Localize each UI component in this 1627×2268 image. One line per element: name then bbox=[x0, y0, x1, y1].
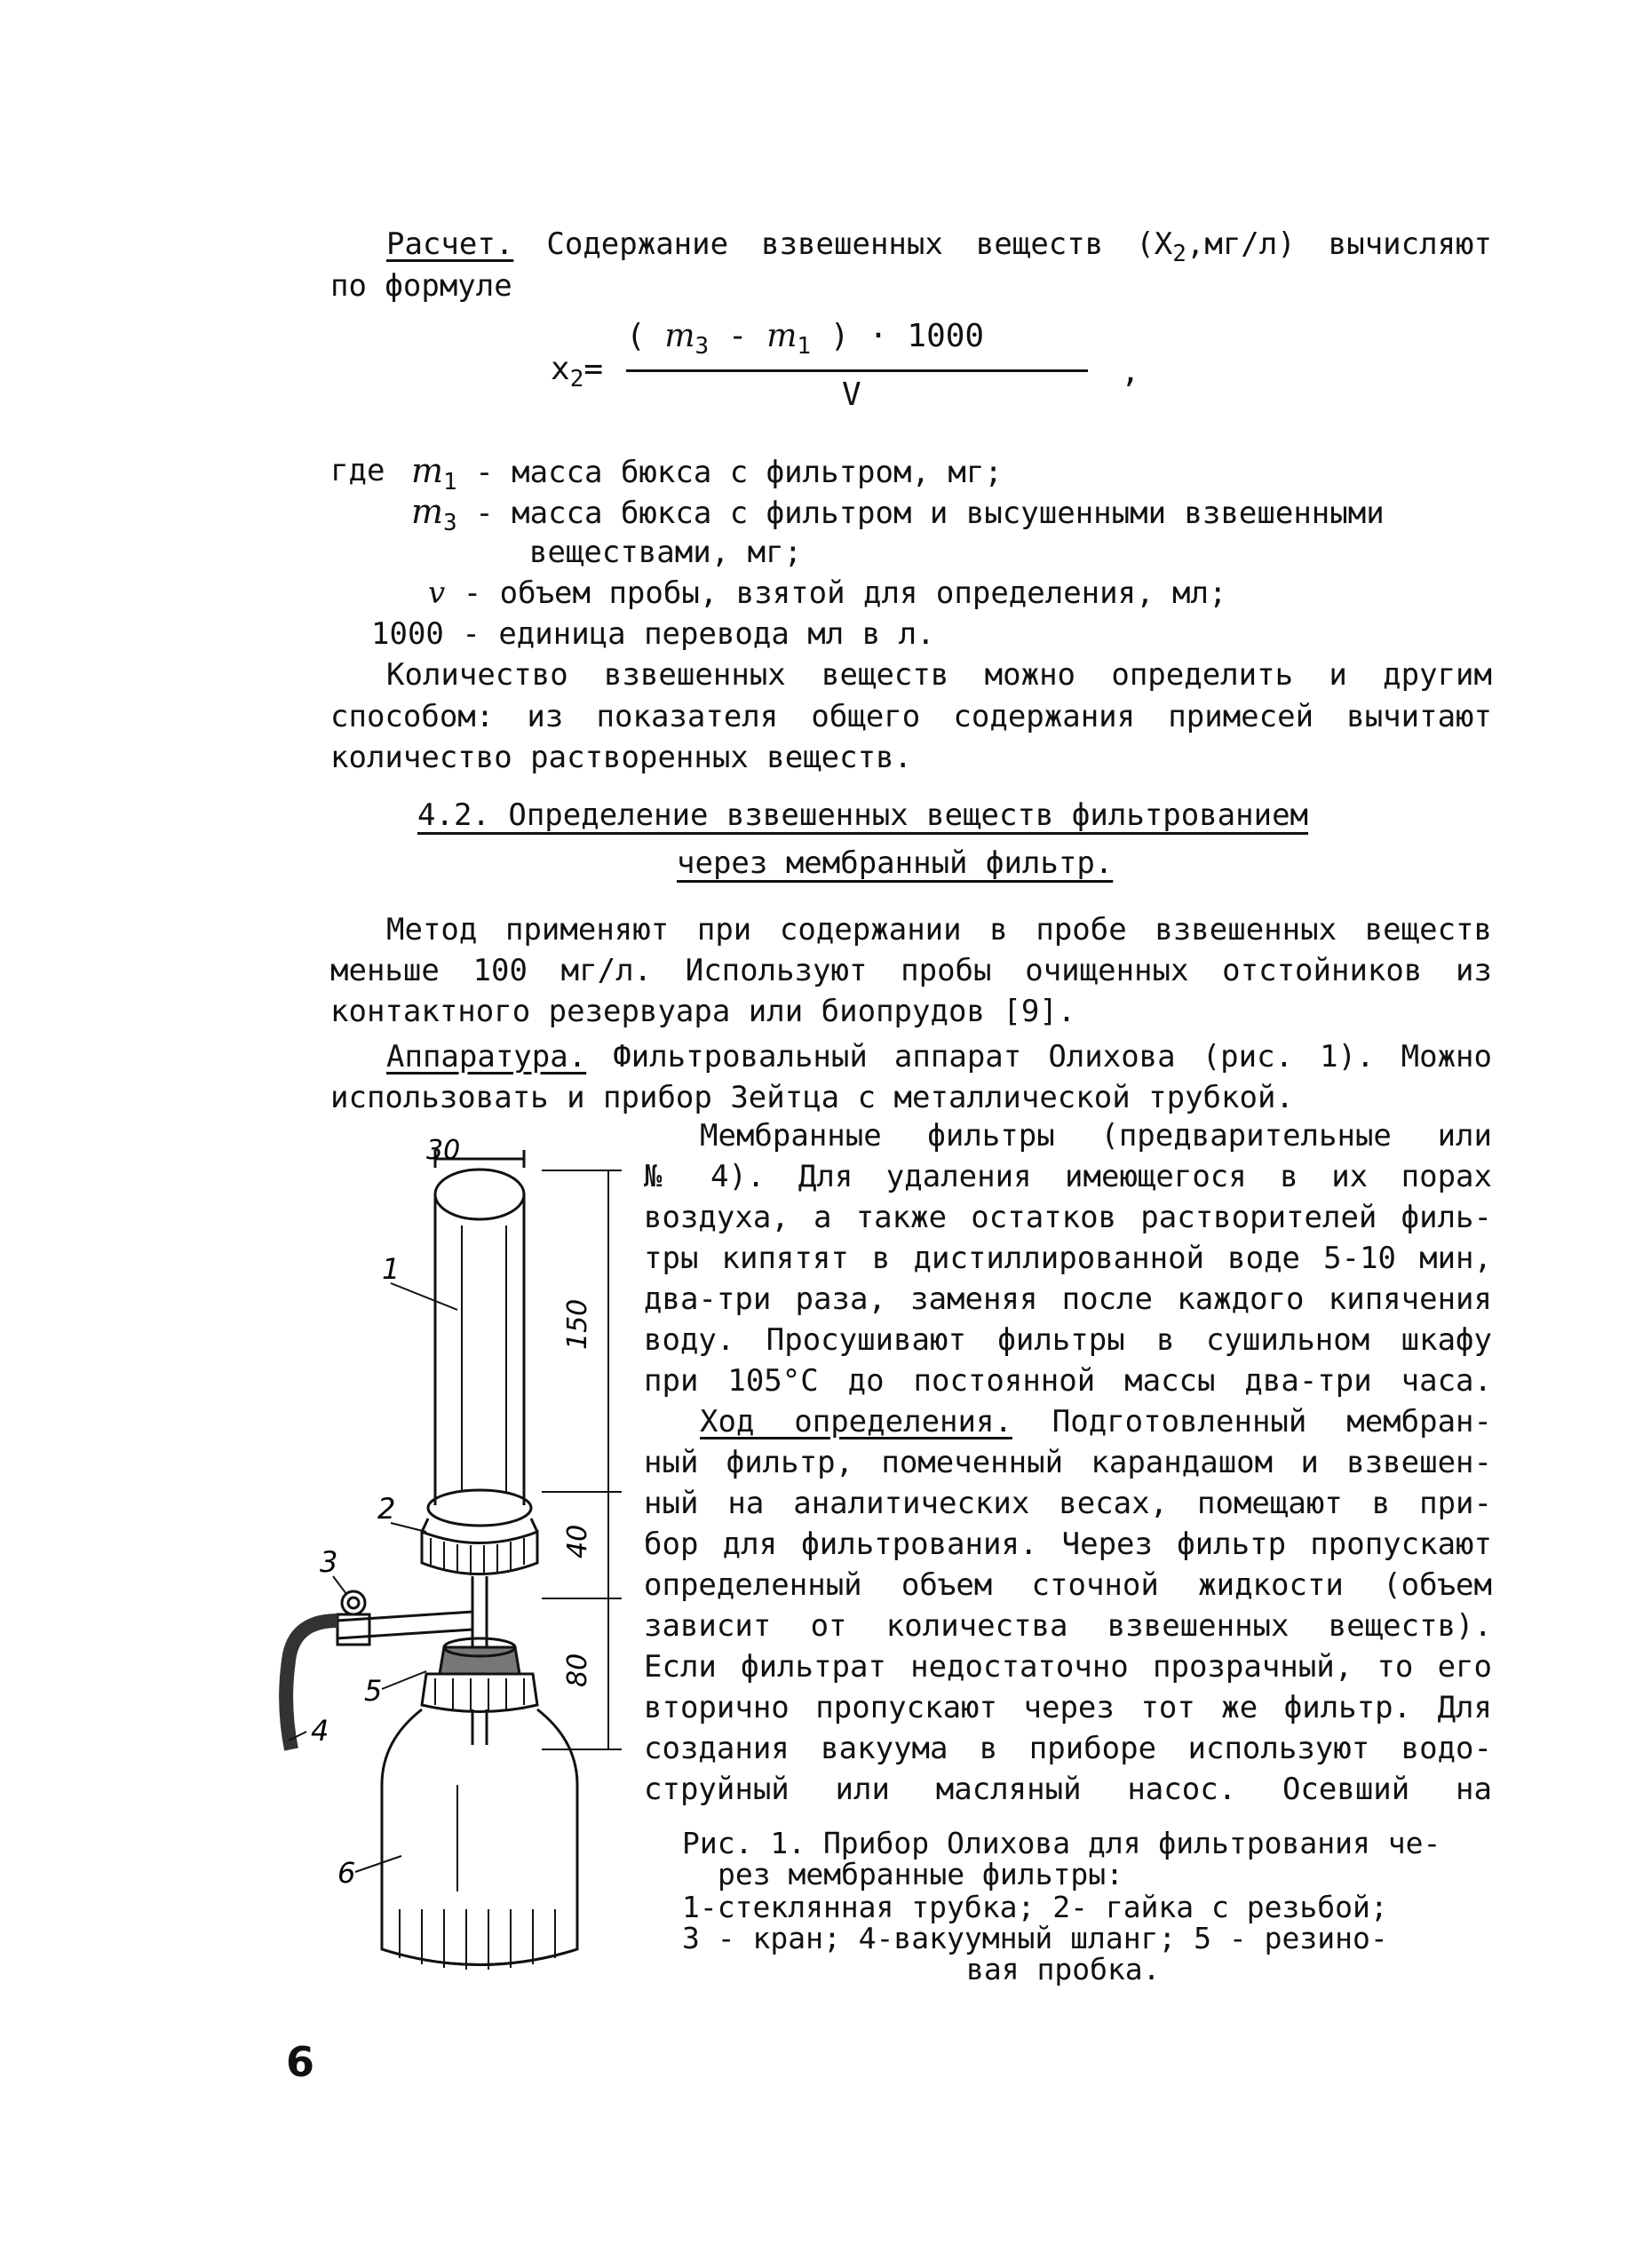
calc-line-1 bbox=[386, 225, 1492, 274]
procedure-line-4: бор для фильтрования. Через фильтр пропускают bbox=[644, 1527, 1492, 1562]
dim-flask: 80 bbox=[562, 1653, 593, 1687]
label-4: 4 bbox=[311, 1714, 329, 1748]
where-row-1: $m_1$ - масса бюкса с фильтром, мг; bbox=[411, 451, 1003, 496]
where-row-3: v - объем пробы, взятой для определения, мл; bbox=[428, 575, 1227, 611]
figure-caption-5: вая пробка. bbox=[966, 1952, 1161, 1986]
apparatus-line-2: использовать и прибор Зейтца с металлической трубкой. bbox=[330, 1080, 1294, 1115]
label-5: 5 bbox=[364, 1674, 383, 1708]
para1-line-3: количество растворенных веществ. bbox=[330, 740, 913, 775]
calc-sub: 2 bbox=[1172, 241, 1187, 267]
calc-text: Содержание взвешенных веществ (X bbox=[546, 226, 1173, 262]
fraction-bar bbox=[626, 369, 1088, 372]
dim-top: 30 bbox=[426, 1135, 461, 1166]
formula-lhs: $x_2=$ bbox=[551, 351, 604, 393]
filters-line-2: № 4). Для удаления имеющегося в их порах bbox=[644, 1159, 1492, 1194]
apparatus-text: Фильтровальный аппарат Олихова (рис. 1). Можно bbox=[613, 1039, 1492, 1075]
procedure-line-8: вторично пропускают через тот же фильтр. Для bbox=[644, 1690, 1492, 1725]
procedure-line-10: струйный или масляный насос. Осевший на bbox=[644, 1772, 1492, 1807]
procedure-line-7: Если фильтрат недостаточно прозрачный, то его bbox=[644, 1649, 1492, 1685]
label-6: 6 bbox=[337, 1856, 356, 1890]
calc-text-end: ,мг/л) вычисляют bbox=[1186, 226, 1492, 262]
procedure-line-3: ный на аналитических весах, помещают в при- bbox=[644, 1486, 1492, 1521]
filters-line-7: при 105°С до постоянной массы два-три часа. bbox=[644, 1363, 1492, 1399]
figure-caption-2: рез мембранные фильтры: bbox=[718, 1857, 1123, 1891]
label-3: 3 bbox=[320, 1545, 338, 1579]
para2-line-2: меньше 100 мг/л. Используют пробы очищенных отстойников из bbox=[330, 953, 1492, 988]
procedure-label: Ход определения. bbox=[700, 1404, 1012, 1439]
procedure-text: Подготовленный мембран- bbox=[1052, 1404, 1492, 1439]
para2-line-3: контактного резервуара или биопрудов [9]. bbox=[330, 994, 1076, 1029]
calc-label: Расчет. bbox=[386, 226, 514, 262]
where-row-2b: веществами, мг; bbox=[529, 535, 803, 570]
filters-line-1: Мембранные фильтры (предварительные или bbox=[700, 1118, 1492, 1154]
apparatus-label: Аппаратура. bbox=[386, 1039, 587, 1075]
procedure-line-5: определенный объем сточной жидкости (объем bbox=[644, 1567, 1492, 1603]
where-row-2: $m_3$ - масса бюкса с фильтром и высушенными взвешенными bbox=[411, 492, 1385, 536]
para2-line-1: Метод применяют при содержании в пробе взвешенных веществ bbox=[386, 912, 1492, 948]
section-heading-1: 4.2. Определение взвешенных веществ фильтрованием bbox=[417, 797, 1309, 833]
procedure-line-2: ный фильтр, помеченный карандашом и взвешен- bbox=[644, 1445, 1492, 1480]
procedure-line-1 bbox=[700, 1402, 1492, 1441]
filters-line-3: воздуха, а также остатков растворителей филь- bbox=[644, 1200, 1492, 1235]
page-number: 6 bbox=[286, 2038, 315, 2086]
formula-denominator: V bbox=[842, 377, 861, 413]
procedure-line-6: зависит от количества взвешенных веществ). bbox=[644, 1608, 1492, 1644]
para1-line-1: Количество взвешенных веществ можно определить и другим bbox=[386, 657, 1492, 693]
figure-caption-4: 3 - кран; 4-вакуумный шланг; 5 - резино- bbox=[682, 1921, 1388, 1955]
filters-line-6: воду. Просушивают фильтры в сушильном шкафу bbox=[644, 1322, 1492, 1358]
filters-line-4: тры кипятят в дистиллированной воде 5-10 мин, bbox=[644, 1241, 1492, 1276]
apparatus-line-1 bbox=[386, 1037, 1492, 1076]
para1-line-2: способом: из показателя общего содержания примесей вычитают bbox=[330, 699, 1492, 734]
dim-nut: 40 bbox=[562, 1524, 593, 1558]
procedure-line-9: создания вакуума в приборе используют водо- bbox=[644, 1731, 1492, 1766]
figure-caption-3: 1-стеклянная трубка; 2- гайка с резьбой; bbox=[682, 1890, 1388, 1924]
olikhov-apparatus-figure bbox=[249, 1128, 639, 2007]
formula-comma: , bbox=[1121, 353, 1140, 390]
where-lead: где bbox=[330, 453, 385, 488]
label-1: 1 bbox=[382, 1252, 401, 1286]
section-heading-2: через мембранный фильтр. bbox=[677, 845, 1114, 881]
filters-line-5: два-три раза, заменяя после каждого кипячения bbox=[644, 1281, 1492, 1317]
formula-numerator: ( $m_3 - m_1$ ) · 1000 bbox=[626, 318, 985, 360]
label-2: 2 bbox=[377, 1492, 396, 1526]
figure-caption-1: Рис. 1. Прибор Олихова для фильтрования че- bbox=[682, 1826, 1441, 1860]
where-row-4: 1000 - единица перевода мл в л. bbox=[371, 616, 935, 652]
dim-tube: 150 bbox=[562, 1298, 593, 1350]
calc-line-2: по формуле bbox=[330, 268, 512, 304]
